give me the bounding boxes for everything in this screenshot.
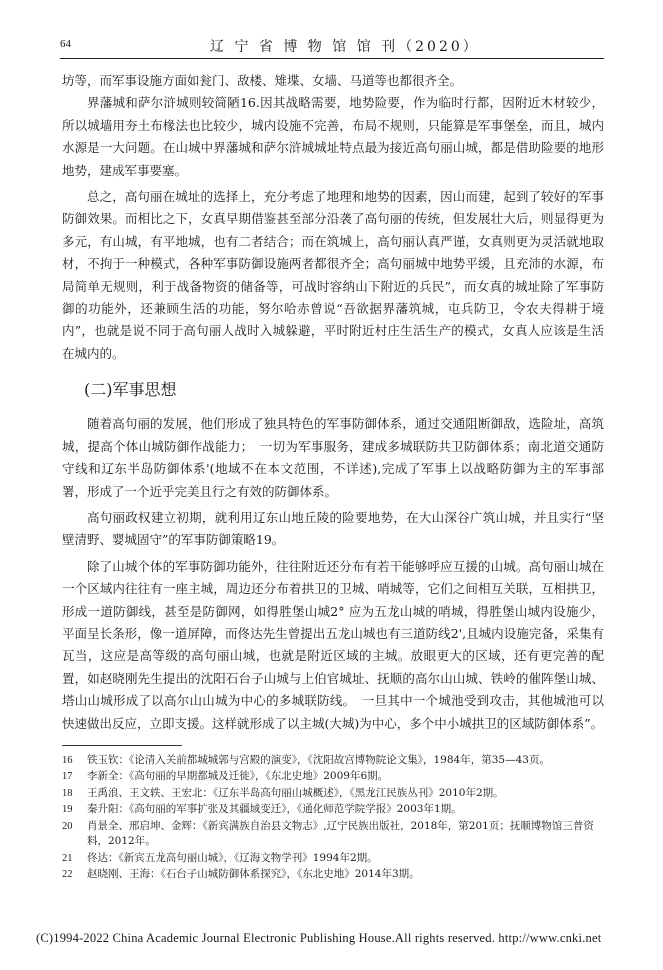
footnote-text: 赵晓刚、王海：《石台子山城防御体系探究》，《东北史地》2014年3期。 — [87, 868, 420, 881]
paragraph: 高句丽政权建立初期，就利用辽东山地丘陵的险要地势，在大山深谷广筑山城，并且实行“坚壁清野、婴城固守”的军事防御策略19。 — [62, 509, 604, 548]
footnote — [62, 819, 604, 851]
footnote-text: 李新全：《高句丽的早期都城及迁徙》，《东北史地》2009年6期。 — [87, 770, 389, 783]
footnote — [62, 753, 604, 769]
paragraph: 随着高句丽的发展，他们形成了独具特色的军事防御体系，通过交通阻断御敌，选险址，高筑城，提高个体山城防御作战能力； 一切为军事服务，建成多城联防共卫防御体系；南北道交通防守线和辽东半岛防御体系'(地域不在本文范围，不详述),完成了军事上以战略防御为主的军事部署，形成了一个近乎完美且行之有效的防御体系。 — [62, 416, 604, 499]
footnote-number: 18 — [62, 787, 73, 799]
footnote — [62, 786, 604, 802]
page-header — [60, 36, 604, 56]
header-rule — [60, 58, 604, 59]
journal-title: 辽 宁 省 博 物 馆 馆 刊（2020） — [210, 39, 480, 55]
footnote-number: 17 — [62, 771, 73, 783]
footnote-number: 22 — [62, 869, 73, 881]
section-heading: (二)军事思想 — [84, 380, 177, 400]
paragraph: 除了山城个体的军事防御功能外，往往附近还分布有若干能够呼应互援的山城。高句丽山城在一个区域内往往有一座主城，周边还分布着拱卫的卫城、哨城等，它们之间相互关联，互相拱卫，形成一道防御线，甚至是防御网，如得胜堡山城2° 应为五龙山城的哨城，得胜堡山城内设施少，平面呈长条形，像一道屏障，而佟达先生曾提出五龙山城也有三道防线2',且城内设施完备，采集有瓦当，这应是高等级的高句丽山城，也就是附近区域的主城。放眼更大的区域，还有更完善的配置，如赵晓刚先生提出的沈阳石台子山城与上伯官城址、抚顺的高尔山山城、铁岭的催阵堡山城、塔山山城形成了以高尔山山城为中心的多城联防线。 一旦其中一个城池受到攻击，其他城池可以快速做出反应，立即支援。这样就形成了以主城(大城)为中心，多个中小城拱卫的区域防御体系”。 — [62, 558, 604, 731]
footnotes — [62, 753, 604, 884]
footnote — [62, 769, 604, 785]
footnote-number: 19 — [62, 804, 73, 816]
paragraph: 总之，高句丽在城址的选择上，充分考虑了地理和地势的因素，因山而建，起到了较好的军事防御效果。而相比之下，女真早期借鉴甚至部分沿袭了高句丽的传统，但发展壮大后，则显得更为多元，有山城，有平地城，也有二者结合；而在筑城上，高句丽认真严谨，女真则更为灵活就地取材，不拘于一种模式，各种军事防御设施两者都很齐全；高句丽城中地势平缓，且充沛的水源，布局简单无规则，利于战备物资的储备等，可战时容纳山下附近的兵民”，而女真的城址除了军事防御的功能外，还兼顾生活的功能，努尔哈赤曾说“吾欲据界藩筑城，屯兵防卫，令农夫得耕于境内”，也就是说不同于高句丽人战时入城躲避，平时附近村庄生活生产的模式，女真人应该是生活在城内的。 — [62, 189, 604, 361]
footnote-number: 21 — [62, 852, 73, 864]
paragraph: 界藩城和萨尔浒城则较简陋16.因其战略需要，地势险要，作为临时行都，因附近木材较少，所以城墙用夯土布椽法也比较少，城内设施不完善，布局不规则，只能算是军事堡垒，而且，城内水源是一大问题。在山城中界藩城和萨尔浒城城址特点最为接近高句丽山城，都是借助险要的地形地势，建成军事要塞。 — [62, 95, 604, 178]
footnote — [62, 802, 604, 818]
footnote-text: 铁玉钦：《论清入关前都城城郭与宫殿的演变》，《沈阳故宫博物院论文集》，1984年，第35—43页。 — [87, 754, 550, 766]
footnote — [62, 851, 604, 867]
page-number: 64 — [60, 38, 71, 50]
footnote-text: 王禹浪、王文轶、王宏北：《辽东半岛高句丽山城概述》，《黑龙江民族丛刊》2010年2期。 — [87, 786, 504, 799]
footnote-number: 16 — [62, 755, 73, 766]
footnote-text: 肖景全、邢启坤、金辉：《新宾满族自治县文物志》,辽宁民族出版社，2018年，第201页；抚顺博物馆三普资料，2012年。 — [87, 819, 594, 848]
article-body — [62, 70, 604, 735]
footnote — [62, 867, 604, 883]
footnote-text: 秦升阳：《高句丽的军事扩张及其疆域变迁》，《通化师范学院学报》2003年1期。 — [87, 803, 462, 816]
copyright-line: (C)1994-2022 China Academic Journal Electronic Publishing House.All rights reserved. http://www.cnki.net — [36, 931, 602, 945]
paragraph: 坊等，而军事设施方面如瓮门、敌楼、雉堞、女墙、马道等也都很齐全。 — [62, 73, 463, 88]
footnote-text: 佟达：《新宾五龙高句丽山城》，《辽海文物学刊》1994年2期。 — [87, 851, 378, 864]
footnote-rule — [62, 745, 182, 746]
footnote-number: 20 — [62, 820, 73, 832]
